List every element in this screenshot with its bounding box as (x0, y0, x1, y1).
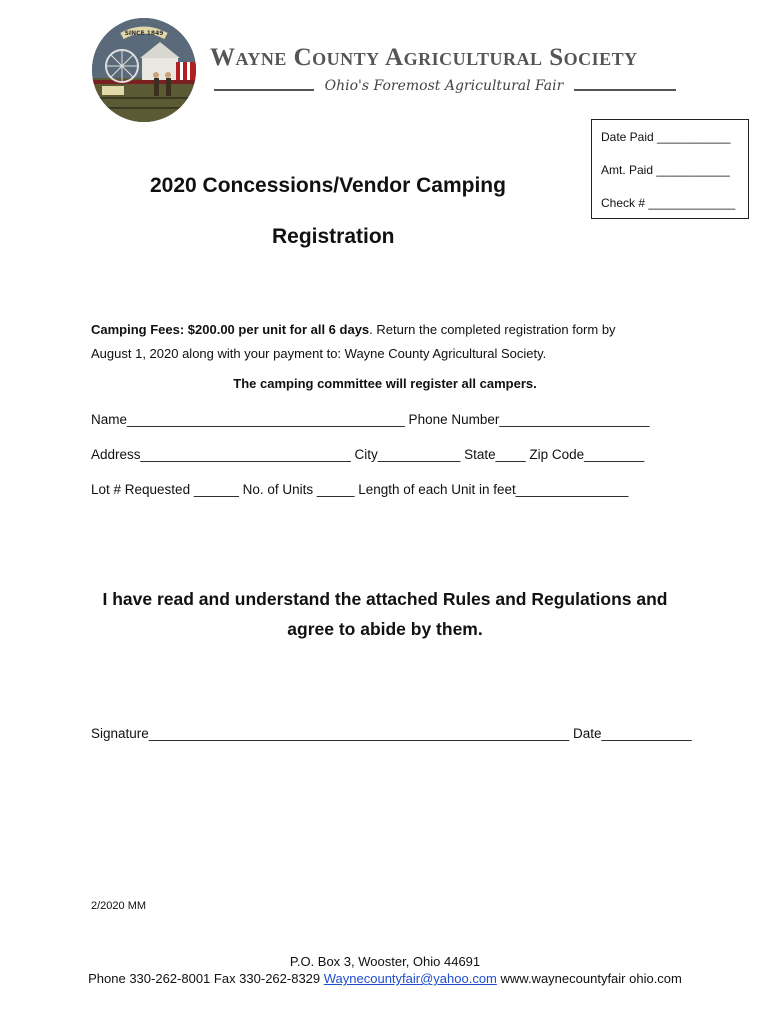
tagline-rule-left (214, 89, 314, 91)
agreement-line-2: agree to abide by them. (287, 619, 483, 639)
fees-bold-text: Camping Fees: $200.00 per unit for all 6 days (91, 322, 370, 337)
logo-badge-text: SINCE 1849 (124, 30, 164, 37)
footer-phone-fax: Phone 330-262-8001 Fax 330-262-8329 (88, 971, 324, 986)
tagline: Ohio's Foremost Agricultural Fair (324, 78, 564, 94)
form-title: 2020 Concessions/Vendor Camping (150, 174, 506, 197)
fees-text-line2: August 1, 2020 along with your payment to: Wayne County Agricultural Society. (91, 346, 547, 361)
date-paid-field[interactable]: Date Paid ___________ (601, 130, 731, 144)
footer-address: P.O. Box 3, Wooster, Ohio 44691 (289, 954, 481, 969)
tagline-banner (214, 78, 676, 100)
amount-paid-field[interactable]: Amt. Paid ___________ (601, 163, 730, 177)
fees-paragraph (91, 318, 671, 366)
society-name: Wayne County Agricultural Society (210, 44, 638, 71)
revision-code: 2/2020 MM (91, 900, 147, 912)
footer-contact (0, 971, 770, 986)
committee-note: The camping committee will register all campers. (233, 376, 537, 391)
agreement-statement (60, 584, 710, 644)
society-logo (92, 18, 196, 122)
footer-website: www.waynecountyfair ohio.com (496, 971, 682, 986)
lot-units-row[interactable]: Lot # Requested ______ No. of Units _____ Length of each Unit in feet_______________ (91, 482, 629, 497)
form-subtitle: Registration (272, 225, 395, 248)
fees-text: . Return the completed registration form by (369, 322, 616, 337)
agreement-line-1: I have read and understand the attached Rules and Regulations and (102, 589, 668, 609)
signature-date-row[interactable]: Signature________________________________________________________ Date____________ (91, 726, 692, 741)
name-phone-row[interactable]: Name_____________________________________ Phone Number____________________ (91, 412, 650, 427)
email-link[interactable]: Waynecountyfair@yahoo.com (323, 971, 497, 986)
address-row[interactable]: Address____________________________ City___________ State____ Zip Code________ (91, 447, 645, 462)
tagline-rule-right (574, 89, 676, 91)
check-number-field[interactable]: Check # _____________ (601, 196, 736, 210)
payment-box (591, 119, 749, 219)
